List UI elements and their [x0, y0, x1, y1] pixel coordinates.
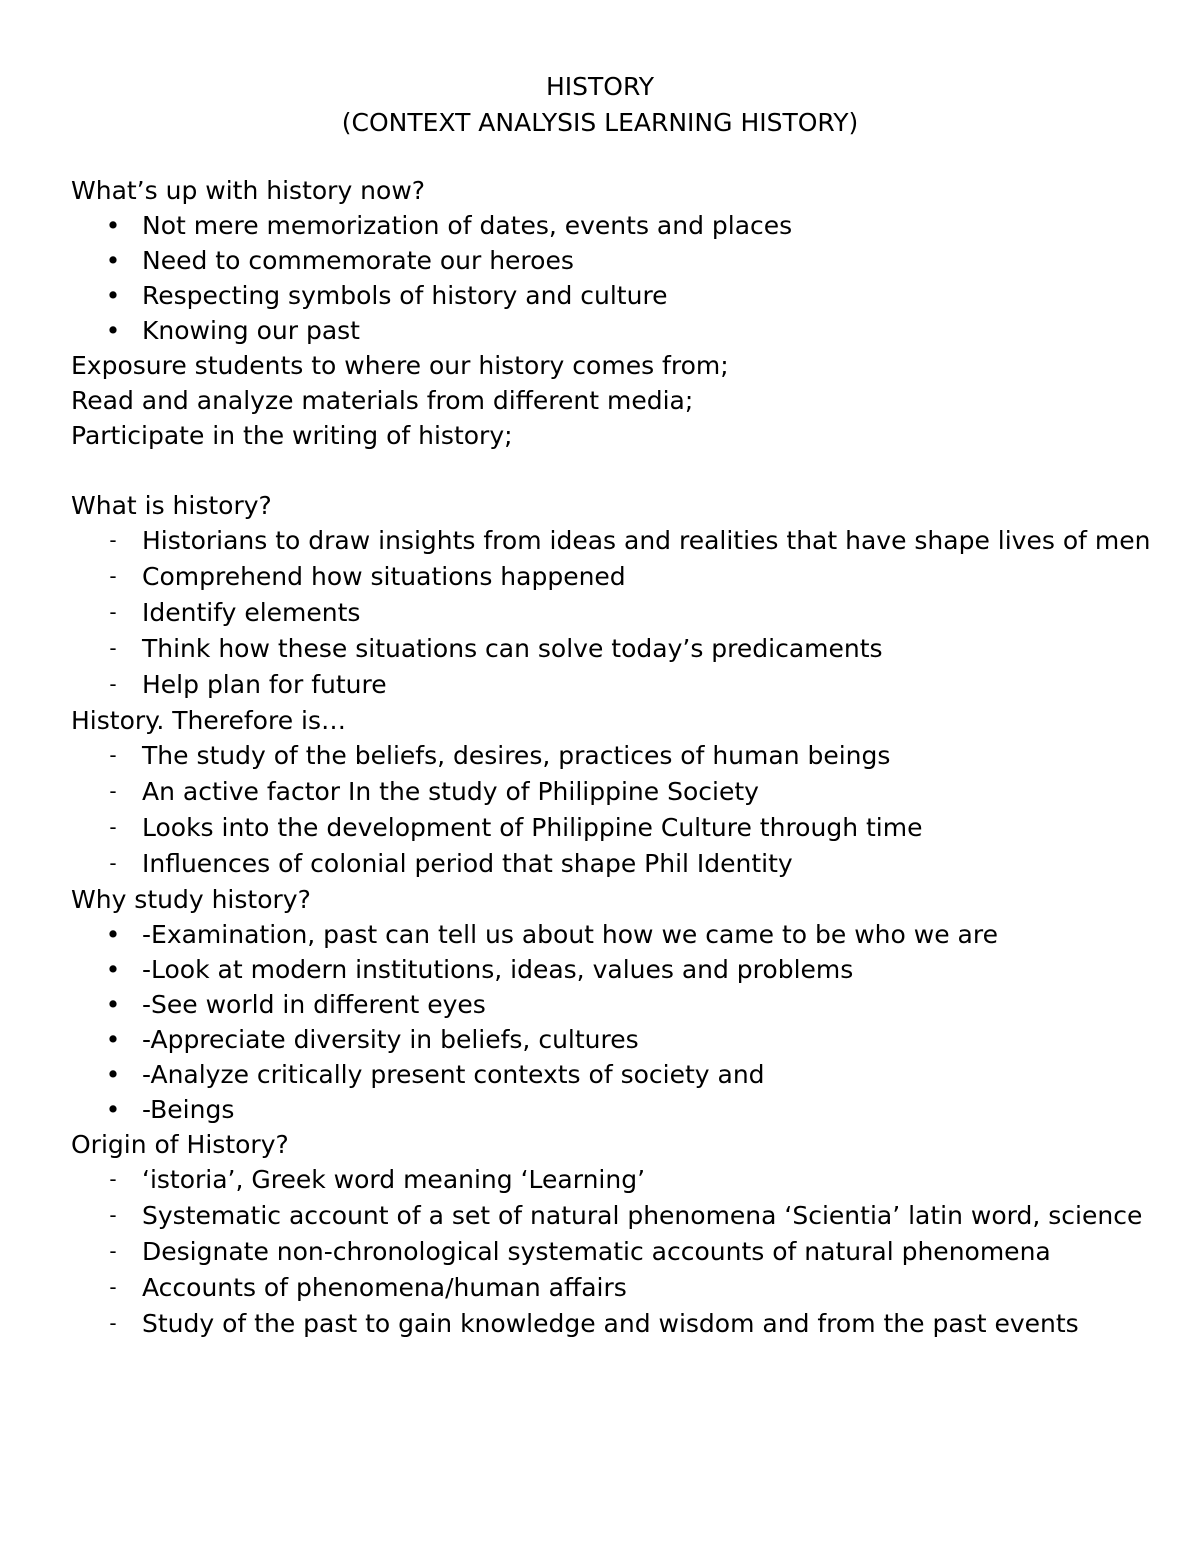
list-item-text: Historians to draw insights from ideas and realities that have shape lives of men [142, 526, 1151, 555]
section-heading-what-is: What is history? [71, 491, 272, 520]
bullet-icon: • [105, 211, 121, 240]
dash-icon: - [109, 851, 117, 875]
list-item [71, 987, 1151, 1022]
list-item [71, 846, 1151, 881]
list-item-text: -Look at modern institutions, ideas, values and problems [142, 955, 854, 984]
bullet-icon: • [105, 920, 121, 949]
dash-icon: - [109, 1203, 117, 1227]
list-item [71, 1162, 1151, 1197]
list-item [71, 1270, 1151, 1305]
bullet-icon: • [105, 955, 121, 984]
list-item [71, 559, 1151, 594]
bullet-icon: • [105, 316, 121, 345]
dash-icon: - [109, 564, 117, 588]
list-item-text: Systematic account of a set of natural phenomena ‘Scientia’ latin word, science [142, 1201, 1143, 1230]
list-item-text: An active factor In the study of Philippine Society [142, 777, 759, 806]
section-heading-why-study: Why study history? [71, 885, 311, 914]
list-item [71, 208, 1151, 243]
list-item [71, 1234, 1151, 1269]
list-item [71, 595, 1151, 630]
bullet-icon: • [105, 281, 121, 310]
list-item-text: -Examination, past can tell us about how we came to be who we are [142, 920, 998, 949]
list-item [71, 952, 1151, 987]
therefore-list [71, 738, 1151, 881]
whats-up-list [71, 208, 1151, 348]
list-item [71, 1022, 1151, 1057]
blank-line [71, 453, 1151, 488]
why-study-list [71, 917, 1151, 1127]
title-block [0, 69, 1200, 141]
list-item [71, 1057, 1151, 1092]
list-item-text: Study of the past to gain knowledge and wisdom and from the past events [142, 1309, 1079, 1338]
list-item-text: Identify elements [142, 598, 361, 627]
bullet-icon: • [105, 990, 121, 1019]
dash-icon: - [109, 1239, 117, 1263]
list-item-text: -Appreciate diversity in beliefs, cultures [142, 1025, 639, 1054]
dash-icon: - [109, 672, 117, 696]
list-item [71, 774, 1151, 809]
dash-icon: - [109, 815, 117, 839]
body-line: Read and analyze materials from different media; [71, 386, 694, 415]
list-item-text: Not mere memorization of dates, events and places [142, 211, 793, 240]
bullet-icon: • [105, 246, 121, 275]
list-item-text: Accounts of phenomena/human affairs [142, 1273, 627, 1302]
list-item-text: ‘istoria’, Greek word meaning ‘Learning’ [142, 1165, 646, 1194]
dash-icon: - [109, 600, 117, 624]
list-item [71, 313, 1151, 348]
list-item [71, 278, 1151, 313]
list-item-text: Respecting symbols of history and culture [142, 281, 668, 310]
list-item-text: -See world in different eyes [142, 990, 486, 1019]
section-heading-therefore: History. Therefore is… [71, 706, 346, 735]
list-item-text: Knowing our past [142, 316, 360, 345]
list-item [71, 523, 1151, 558]
list-item [71, 667, 1151, 702]
list-item-text: Influences of colonial period that shape Phil Identity [142, 849, 793, 878]
list-item [71, 243, 1151, 278]
list-item-text: Help plan for future [142, 670, 387, 699]
list-item-text: Designate non-chronological systematic accounts of natural phenomena [142, 1237, 1051, 1266]
origin-list [71, 1162, 1151, 1341]
list-item-text: Looks into the development of Philippine Culture through time [142, 813, 923, 842]
section-heading-whats-up: What’s up with history now? [71, 176, 426, 205]
list-item-text: Think how these situations can solve today’s predicaments [142, 634, 883, 663]
list-item [71, 810, 1151, 845]
body-line: Participate in the writing of history; [71, 421, 513, 450]
body-line: Exposure students to where our history comes from; [71, 351, 729, 380]
document-body [71, 173, 1151, 1342]
list-item [71, 738, 1151, 773]
bullet-icon: • [105, 1025, 121, 1054]
list-item [71, 917, 1151, 952]
section-heading-origin: Origin of History? [71, 1130, 289, 1159]
list-item-text: The study of the beliefs, desires, practices of human beings [142, 741, 891, 770]
dash-icon: - [109, 779, 117, 803]
list-item [71, 1092, 1151, 1127]
bullet-icon: • [105, 1095, 121, 1124]
dash-icon: - [109, 1275, 117, 1299]
dash-icon: - [109, 1311, 117, 1335]
list-item [71, 1198, 1151, 1233]
list-item [71, 1306, 1151, 1341]
dash-icon: - [109, 743, 117, 767]
list-item-text: Need to commemorate our heroes [142, 246, 574, 275]
what-is-list [71, 523, 1151, 702]
dash-icon: - [109, 528, 117, 552]
list-item-text: -Analyze critically present contexts of society and [142, 1060, 765, 1089]
page-title: HISTORY [545, 72, 655, 101]
dash-icon: - [109, 636, 117, 660]
list-item-text: Comprehend how situations happened [142, 562, 626, 591]
list-item-text: -Beings [142, 1095, 235, 1124]
page-subtitle: (CONTEXT ANALYSIS LEARNING HISTORY) [341, 108, 859, 137]
dash-icon: - [109, 1167, 117, 1191]
bullet-icon: • [105, 1060, 121, 1089]
list-item [71, 631, 1151, 666]
